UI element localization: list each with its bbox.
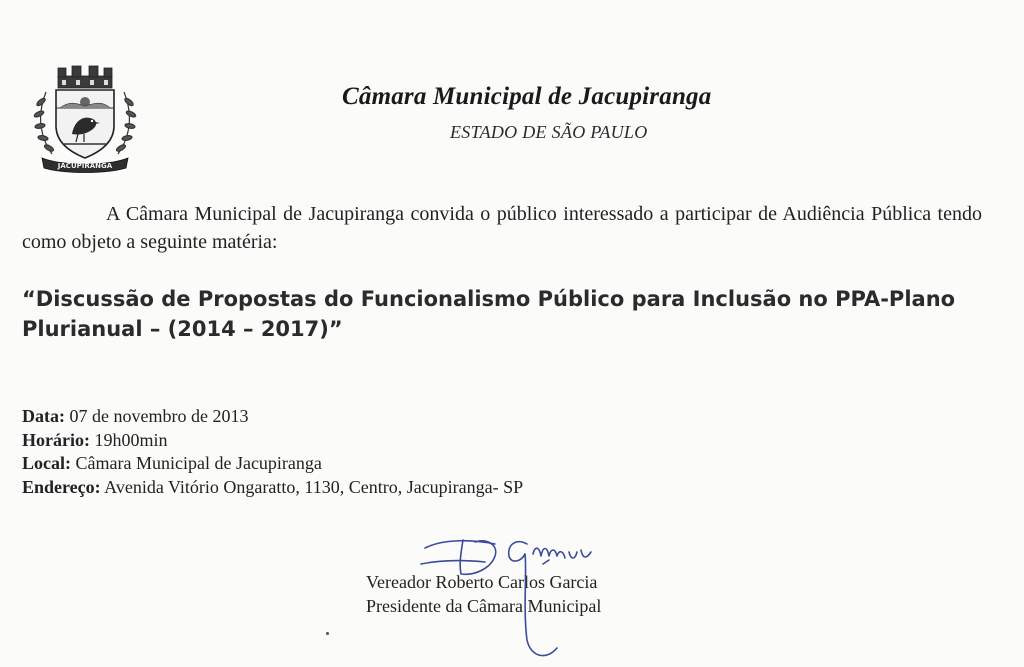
intro-text: A Câmara Municipal de Jacupiranga convida o público interessado a participar de Audiência Pública tendo como objeto a seguinte matéria: [22,203,982,253]
detail-value: Câmara Municipal de Jacupiranga [75,453,322,473]
municipal-crest-icon [32,62,138,174]
detail-label: Data: [22,406,65,426]
paper-speck [326,632,329,635]
detail-row-time [22,429,523,453]
signer-role: Presidente da Câmara Municipal [366,596,602,616]
signer-name: Vereador Roberto Carlos Garcia [366,572,598,592]
page-subtitle: ESTADO DE SÃO PAULO [450,122,648,142]
handwritten-signature-icon [415,530,605,665]
detail-row-date [22,405,523,429]
detail-value: Avenida Vitório Ongaratto, 1130, Centro, Jacupiranga- SP [104,476,524,497]
event-details [22,405,523,499]
detail-value: 07 de novembro de 2013 [69,406,249,426]
crest-motto: JACUPIRANGA [57,162,113,170]
signature-block [360,530,680,667]
detail-value: 19h00min [94,429,168,450]
detail-label: Horário: [22,429,90,450]
detail-row-location [22,452,523,476]
page-title: Câmara Municipal de Jacupiranga [342,83,712,110]
subject-heading: “Discussão de Propostas do Funcionalismo Público para Inclusão no PPA-Plano Plurianual – (2014 – 2017)” [22,287,956,341]
detail-label: Endereço: [22,476,101,497]
intro-paragraph [22,200,982,256]
detail-label: Local: [22,453,71,473]
detail-row-address [22,476,523,500]
